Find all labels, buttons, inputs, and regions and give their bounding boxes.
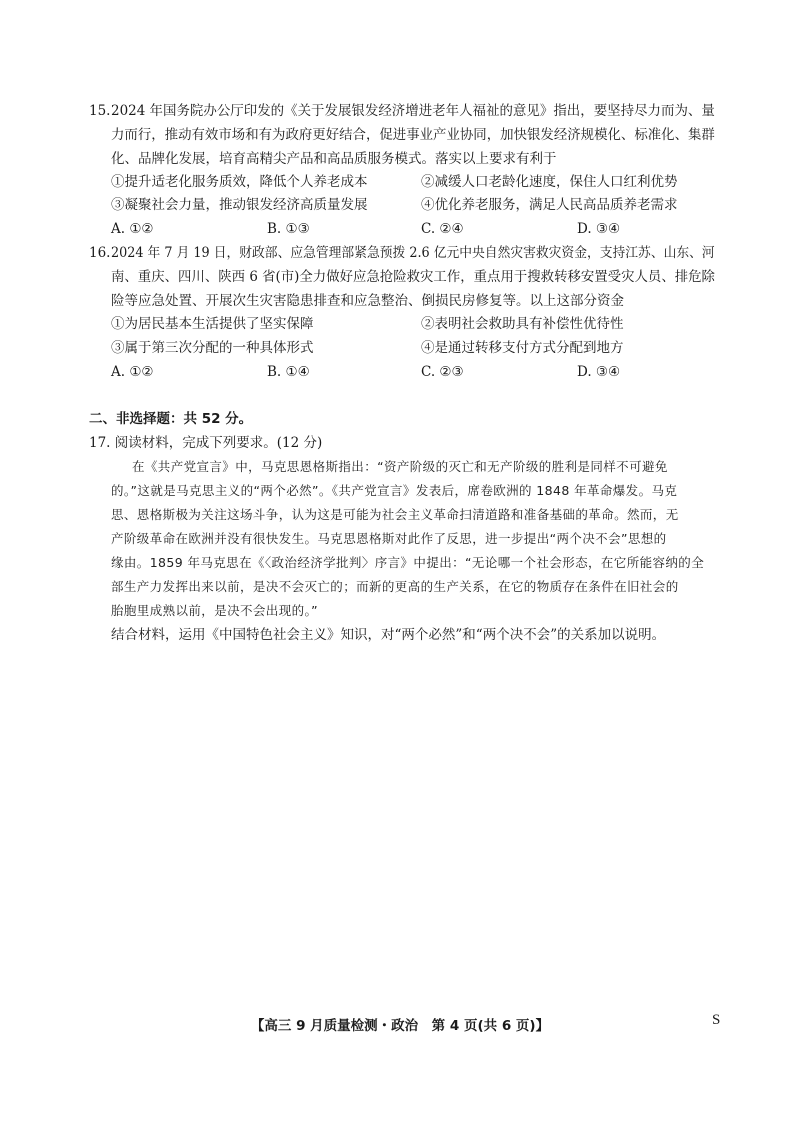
- q15-stem-line-3: 化、品牌化发展，培育高精尖产品和高品质服务模式。落实以上要求有利于: [111, 151, 557, 167]
- q17-header: 17. 阅读材料，完成下列要求。(12 分): [89, 435, 323, 451]
- q15-choice-c: C. ②④: [421, 221, 464, 237]
- q15-choice-d: D. ③④: [577, 221, 621, 237]
- q15-choice-a: A. ①②: [111, 221, 154, 237]
- q16-choice-c: C. ②③: [421, 364, 464, 380]
- q17-material-line-2: 的。”这就是马克思主义的“两个必然”。《共产党宣言》发表后，席卷欧洲的 1848 年革命爆发。马克: [111, 483, 678, 498]
- q17-material-line-6: 部生产力发挥出来以前，是决不会灭亡的；而新的更高的生产关系，在它的物质存在条件在旧社会的: [111, 579, 679, 594]
- q17-material-line-4: 产阶级革命在欧洲并没有很快发生。马克思恩格斯对此作了反思，进一步提出“两个决不会”思想的: [111, 531, 667, 546]
- q15-statement-4: ④优化养老服务，满足人民高品质养老需求: [421, 197, 678, 213]
- q16-choice-b: B. ①④: [267, 364, 310, 380]
- q16-statement-4: ④是通过转移支付方式分配到地方: [421, 340, 624, 356]
- q16-stem-line-2: 南、重庆、四川、陕西 6 省(市)全力做好应急抢险救灾工作，重点用于搜救转移安置受灾人员、排危除: [111, 269, 715, 285]
- paper-code: S: [712, 1012, 721, 1028]
- q16-statement-1: ①为居民基本生活提供了坚实保障: [111, 316, 314, 332]
- q16-statement-3: ③属于第三次分配的一种具体形式: [111, 340, 314, 356]
- q15-stem-line-1: 2024 年国务院办公厅印发的《关于发展银发经济增进老年人福祉的意见》指出，要坚持尽力而为、量: [111, 103, 715, 119]
- section-heading: 二、非选择题：共 52 分。: [89, 411, 253, 427]
- q16-statement-2: ②表明社会救助具有补偿性优待性: [421, 316, 624, 332]
- q15-stem-line-2: 力而行，推动有效市场和有为政府更好结合，促进事业产业协同，加快银发经济规模化、标准化、集群: [111, 127, 715, 143]
- q15-statement-3: ③凝聚社会力量，推动银发经济高质量发展: [111, 197, 368, 213]
- q16-stem-line-3: 险等应急处置、开展次生灾害隐患排查和应急整治、倒损民房修复等。以上这部分资金: [111, 293, 624, 309]
- q17-material-line-1: 在《共产党宣言》中，马克思恩格斯指出：“资产阶级的灭亡和无产阶级的胜利是同样不可避免: [132, 459, 668, 474]
- page-footer: 【高三 9 月质量检测・政治 第 4 页(共 6 页)】: [250, 1018, 550, 1034]
- q16-choice-a: A. ①②: [111, 364, 154, 380]
- q17-question: 结合材料，运用《中国特色社会主义》知识，对“两个必然”和“两个决不会”的关系加以说明。: [111, 627, 666, 643]
- q17-material-line-7: 胎胞里成熟以前，是决不会出现的。”: [111, 603, 319, 618]
- q17-material-line-5: 缘由。1859 年马克思在《〈政治经济学批判〉序言》中提出：“无论哪一个社会形态，在它所能容纳的全: [111, 555, 705, 570]
- q15-statement-2: ②减缓人口老龄化速度，保住人口红利优势: [421, 174, 678, 190]
- q17-material-line-3: 思、恩格斯极为关注这场斗争，认为这是可能为社会主义革命扫清道路和准备基础的革命。然而，无: [111, 507, 679, 522]
- q15-statement-1: ①提升适老化服务质效，降低个人养老成本: [111, 174, 368, 190]
- q15-choice-b: B. ①③: [267, 221, 310, 237]
- q16-stem-line-1: 2024 年 7 月 19 日，财政部、应急管理部紧急预拨 2.6 亿元中央自然灾害救灾资金，支持江苏、山东、河: [111, 245, 715, 261]
- q15-number: 15.: [89, 103, 111, 119]
- q16-choice-d: D. ③④: [577, 364, 621, 380]
- q16-number: 16.: [89, 245, 111, 261]
